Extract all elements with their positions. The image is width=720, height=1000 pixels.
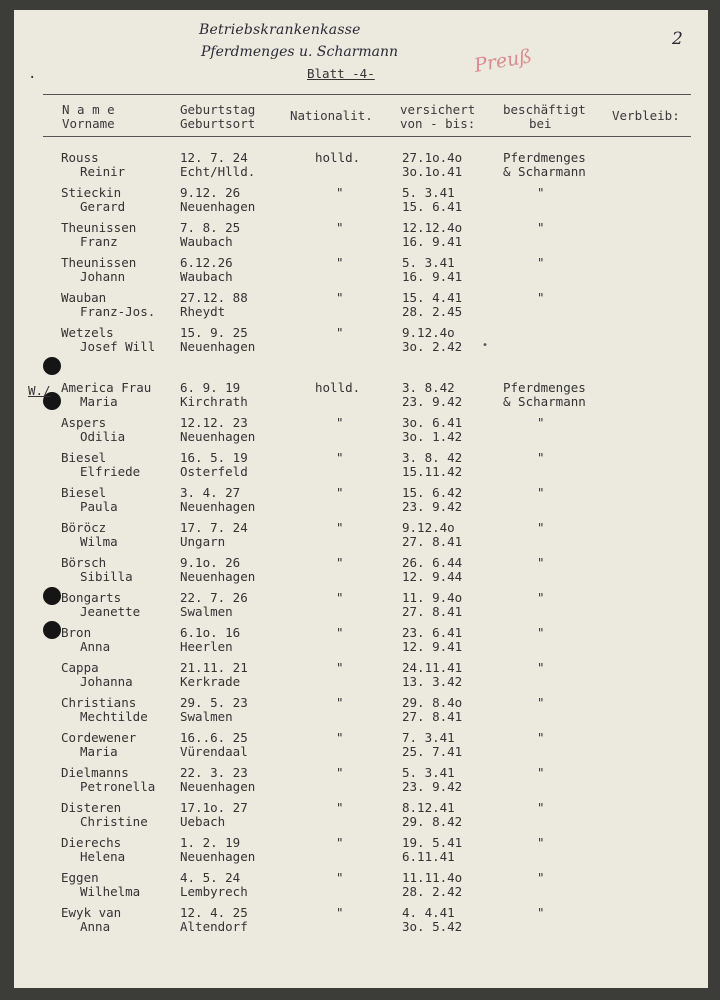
entry-place: Vürendaal — [180, 744, 248, 759]
entry-place: Echt/Hlld. — [180, 164, 256, 179]
entry-nat: " — [336, 415, 344, 430]
entry-nat: " — [336, 325, 344, 340]
entry-nat: " — [336, 765, 344, 780]
entry-surname: Wetzels — [61, 325, 114, 340]
entry-nat: " — [336, 695, 344, 710]
entry-nat: " — [336, 450, 344, 465]
entry-date: 22. 3. 23 — [180, 765, 248, 780]
entry-emp1: " — [537, 185, 545, 200]
entry-from: 3. 8. 42 — [402, 450, 463, 465]
entry-from: 26. 6.44 — [402, 555, 463, 570]
header-birth: Geburtstag Geburtsort — [180, 102, 256, 131]
entry-surname: Börsch — [61, 555, 107, 570]
entry-to: 23. 9.42 — [402, 779, 463, 794]
entry-date: 6.1o. 16 — [180, 625, 241, 640]
punch-hole — [43, 587, 61, 605]
entry-first: Christine — [80, 814, 148, 829]
entry-emp1: " — [537, 800, 545, 815]
entry-emp1: Pferdmenges — [503, 150, 586, 165]
entry-to: 6.11.41 — [402, 849, 455, 864]
entry-to: 16. 9.41 — [402, 269, 463, 284]
entry-date: 17. 7. 24 — [180, 520, 248, 535]
entry-emp2: & Scharmann — [503, 394, 586, 409]
entry-date: 12. 7. 24 — [180, 150, 248, 165]
entry-date: 29. 5. 23 — [180, 695, 248, 710]
entry-date: 16..6. 25 — [180, 730, 248, 745]
entry-date: 1. 2. 19 — [180, 835, 241, 850]
entry-to: 23. 9.42 — [402, 499, 463, 514]
entry-first: Helena — [80, 849, 126, 864]
entry-from: 15. 6.42 — [402, 485, 463, 500]
entry-place: Kerkrade — [180, 674, 241, 689]
entry-first: Johanna — [80, 674, 133, 689]
entry-place: Neuenhagen — [180, 339, 256, 354]
entry-date: 27.12. 88 — [180, 290, 248, 305]
entry-nat: " — [336, 520, 344, 535]
entry-from: 9.12.4o — [402, 325, 455, 340]
entry-place: Neuenhagen — [180, 429, 256, 444]
entry-to: 3o. 2.42 — [402, 339, 463, 354]
header-insured: versichert von - bis: — [400, 102, 476, 131]
entry-place: Neuenhagen — [180, 779, 256, 794]
sheet-title: Blatt -4- — [307, 66, 375, 81]
entry-surname: Ewyk van — [61, 905, 122, 920]
entry-nat: " — [336, 800, 344, 815]
entry-from: 4. 4.41 — [402, 905, 455, 920]
entry-surname: Wauban — [61, 290, 107, 305]
entry-nat: " — [336, 290, 344, 305]
entry-to: 3o. 5.42 — [402, 919, 463, 934]
entry-surname: Bongarts — [61, 590, 122, 605]
entry-emp1: " — [537, 290, 545, 305]
entry-nat: " — [336, 905, 344, 920]
entry-to: 27. 8.41 — [402, 534, 463, 549]
entry-to: 27. 8.41 — [402, 709, 463, 724]
entry-from: 15. 4.41 — [402, 290, 463, 305]
entry-emp1: " — [537, 695, 545, 710]
entry-first: Petronella — [80, 779, 156, 794]
entry-emp1: " — [537, 730, 545, 745]
entry-nat: " — [336, 835, 344, 850]
entry-to: 27. 8.41 — [402, 604, 463, 619]
stray-dot: • — [482, 340, 489, 351]
entry-place: Swalmen — [180, 604, 233, 619]
entry-from: 3o. 6.41 — [402, 415, 463, 430]
entry-date: 22. 7. 26 — [180, 590, 248, 605]
entry-date: 12.12. 23 — [180, 415, 248, 430]
entry-surname: Theunissen — [61, 255, 137, 270]
entry-place: Uebach — [180, 814, 226, 829]
entry-place: Neuenhagen — [180, 199, 256, 214]
page-number: 2 — [672, 29, 683, 49]
entry-emp1: Pferdmenges — [503, 380, 586, 395]
entry-from: 24.11.41 — [402, 660, 463, 675]
entry-surname: Rouss — [61, 150, 99, 165]
entry-place: Swalmen — [180, 709, 233, 724]
entry-from: 7. 3.41 — [402, 730, 455, 745]
entry-to: 28. 2.45 — [402, 304, 463, 319]
entry-date: 6.12.26 — [180, 255, 233, 270]
entry-nat: " — [336, 185, 344, 200]
header-bottom-rule — [43, 136, 691, 137]
entry-place: Ungarn — [180, 534, 226, 549]
entry-emp1: " — [537, 555, 545, 570]
entry-to: 25. 7.41 — [402, 744, 463, 759]
entry-emp1: " — [537, 590, 545, 605]
entry-first: Wilma — [80, 534, 118, 549]
entry-nat: " — [336, 870, 344, 885]
entry-place: Heerlen — [180, 639, 233, 654]
entry-surname: Bron — [61, 625, 92, 640]
entry-first: Mechtilde — [80, 709, 148, 724]
entry-nat: holld. — [315, 150, 361, 165]
entry-first: Johann — [80, 269, 126, 284]
entry-date: 3. 4. 27 — [180, 485, 241, 500]
entry-from: 29. 8.4o — [402, 695, 463, 710]
entry-to: 12. 9.44 — [402, 569, 463, 584]
entry-surname: Biesel — [61, 485, 107, 500]
entry-date: 21.11. 21 — [180, 660, 248, 675]
entry-first: Odilia — [80, 429, 126, 444]
entry-first: Maria — [80, 394, 118, 409]
entry-surname: Aspers — [61, 415, 107, 430]
entry-date: 16. 5. 19 — [180, 450, 248, 465]
entry-date: 4. 5. 24 — [180, 870, 241, 885]
entry-from: 9.12.4o — [402, 520, 455, 535]
entry-surname: Christians — [61, 695, 137, 710]
header-top-rule — [43, 94, 691, 95]
entry-from: 11.11.4o — [402, 870, 463, 885]
entry-to: 3o. 1.42 — [402, 429, 463, 444]
entry-place: Kirchrath — [180, 394, 248, 409]
stray-mark: · — [28, 70, 37, 86]
entry-surname: Theunissen — [61, 220, 137, 235]
entry-emp1: " — [537, 450, 545, 465]
entry-nat: " — [336, 590, 344, 605]
entry-nat: " — [336, 625, 344, 640]
entry-emp2: & Scharmann — [503, 164, 586, 179]
entry-from: 19. 5.41 — [402, 835, 463, 850]
entry-to: 29. 8.42 — [402, 814, 463, 829]
entry-emp1: " — [537, 520, 545, 535]
entry-emp1: " — [537, 835, 545, 850]
entry-place: Altendorf — [180, 919, 248, 934]
entry-date: 12. 4. 25 — [180, 905, 248, 920]
entry-to: 3o.1o.41 — [402, 164, 463, 179]
header-employed: beschäftigt bei — [503, 102, 586, 131]
entry-emp1: " — [537, 870, 545, 885]
entry-surname: Cordewener — [61, 730, 137, 745]
entry-nat: " — [336, 255, 344, 270]
entry-to: 28. 2.42 — [402, 884, 463, 899]
entry-first: Franz-Jos. — [80, 304, 156, 319]
entry-first: Elfriede — [80, 464, 141, 479]
entry-emp1: " — [537, 220, 545, 235]
entry-surname: Eggen — [61, 870, 99, 885]
entry-emp1: " — [537, 660, 545, 675]
entry-place: Waubach — [180, 234, 233, 249]
entry-emp1: " — [537, 765, 545, 780]
entry-place: Neuenhagen — [180, 499, 256, 514]
entry-first: Maria — [80, 744, 118, 759]
entry-to: 15. 6.41 — [402, 199, 463, 214]
entry-from: 8.12.41 — [402, 800, 455, 815]
entry-first: Franz — [80, 234, 118, 249]
entry-nat: " — [336, 555, 344, 570]
entry-first: Reinir — [80, 164, 126, 179]
entry-from: 11. 9.4o — [402, 590, 463, 605]
entry-first: Anna — [80, 919, 111, 934]
entry-date: 9.12. 26 — [180, 185, 241, 200]
entry-date: 15. 9. 25 — [180, 325, 248, 340]
entry-emp1: " — [537, 625, 545, 640]
entry-first: Anna — [80, 639, 111, 654]
entry-place: Waubach — [180, 269, 233, 284]
entry-date: 7. 8. 25 — [180, 220, 241, 235]
entry-from: 12.12.4o — [402, 220, 463, 235]
entry-emp1: " — [537, 485, 545, 500]
entry-to: 16. 9.41 — [402, 234, 463, 249]
entry-first: Sibilla — [80, 569, 133, 584]
entry-from: 5. 3.41 — [402, 185, 455, 200]
handwritten-heading: Betriebskrankenkasse — [199, 22, 361, 38]
entry-date: 6. 9. 19 — [180, 380, 241, 395]
header-nationality: Nationalit. — [290, 108, 373, 123]
header-name: N a m e Vorname — [62, 102, 115, 131]
entry-place: Rheydt — [180, 304, 226, 319]
punch-hole — [43, 357, 61, 375]
entry-surname: Biesel — [61, 450, 107, 465]
entry-from: 5. 3.41 — [402, 255, 455, 270]
entry-place: Lembyrech — [180, 884, 248, 899]
entry-from: 23. 6.41 — [402, 625, 463, 640]
handwritten-subheading: Pferdmenges u. Scharmann — [201, 44, 399, 60]
entry-nat: " — [336, 220, 344, 235]
entry-first: Jeanette — [80, 604, 141, 619]
entry-surname: Böröcz — [61, 520, 107, 535]
punch-hole — [43, 621, 61, 639]
entry-first: Wilhelma — [80, 884, 141, 899]
entry-nat: holld. — [315, 380, 361, 395]
entry-from: 3. 8.42 — [402, 380, 455, 395]
entry-emp1: " — [537, 255, 545, 270]
entry-surname: Dielmanns — [61, 765, 129, 780]
entry-surname: America Frau — [61, 380, 152, 395]
entry-place: Osterfeld — [180, 464, 248, 479]
entry-date: 9.1o. 26 — [180, 555, 241, 570]
entry-surname: Cappa — [61, 660, 99, 675]
entry-to: 15.11.42 — [402, 464, 463, 479]
entry-surname: Disteren — [61, 800, 122, 815]
entry-date: 17.1o. 27 — [180, 800, 248, 815]
entry-surname: Stieckin — [61, 185, 122, 200]
entry-to: 13. 3.42 — [402, 674, 463, 689]
entry-from: 27.1o.4o — [402, 150, 463, 165]
entry-emp1: " — [537, 905, 545, 920]
entry-place: Neuenhagen — [180, 569, 256, 584]
margin-mark: W./ — [28, 383, 51, 398]
entry-place: Neuenhagen — [180, 849, 256, 864]
red-stamp: Preuß — [472, 45, 534, 77]
header-whereabouts: Verbleib: — [612, 108, 680, 123]
entry-emp1: " — [537, 415, 545, 430]
entry-surname: Dierechs — [61, 835, 122, 850]
entry-first: Josef Will — [80, 339, 156, 354]
entry-to: 23. 9.42 — [402, 394, 463, 409]
entry-to: 12. 9.41 — [402, 639, 463, 654]
entry-first: Gerard — [80, 199, 126, 214]
entry-nat: " — [336, 730, 344, 745]
entry-nat: " — [336, 485, 344, 500]
entry-nat: " — [336, 660, 344, 675]
entry-first: Paula — [80, 499, 118, 514]
entry-from: 5. 3.41 — [402, 765, 455, 780]
